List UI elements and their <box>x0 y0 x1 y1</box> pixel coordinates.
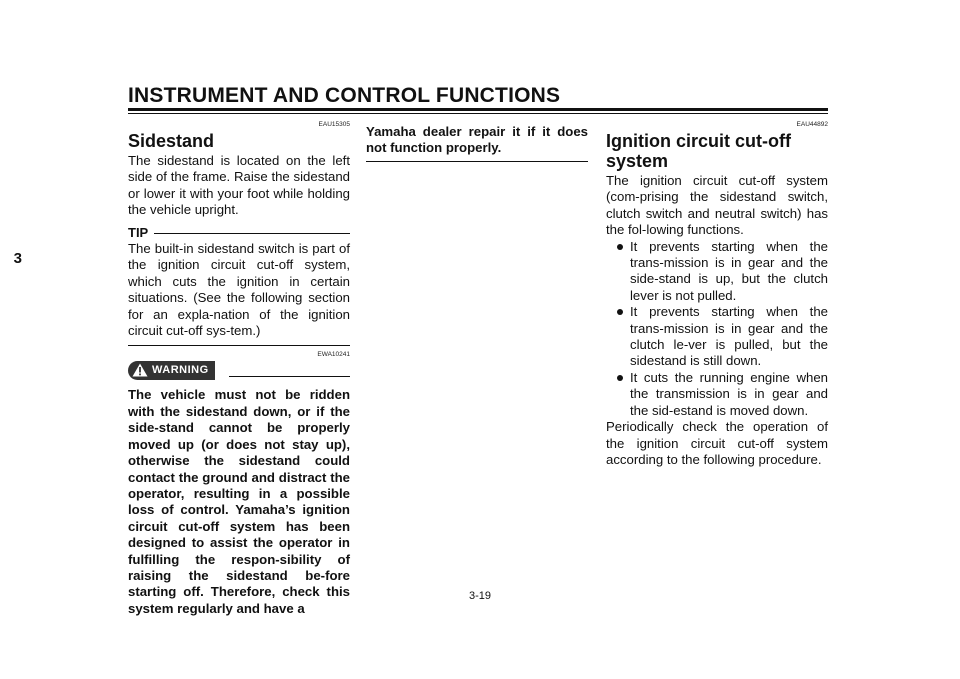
ignition-function-list <box>606 239 828 419</box>
column-2 <box>366 120 588 162</box>
warning-badge <box>128 361 215 380</box>
chapter-tab: 3 <box>0 240 22 278</box>
warning-code: EWA10241 <box>317 351 350 359</box>
sidestand-body: The sidestand is located on the left side of the frame. Raise the sidestand or lower it with your foot while holding the vehicle upright. <box>128 153 350 218</box>
tip-label: TIP <box>128 224 149 240</box>
list-item: It prevents starting when the trans-mission is in gear and the clutch le-ver is pulled, but the sidestand is still down. <box>606 304 828 370</box>
section-title-sidestand: Sidestand <box>128 131 215 151</box>
warning-triangle-icon <box>132 363 148 377</box>
ignition-intro: The ignition circuit cut-off system (com-prising the sidestand switch, clutch switch and neutral switch) has the fol-lowing functions. <box>606 173 828 238</box>
page-number: 3-19 <box>468 590 492 602</box>
section-title-ignition: Ignition circuit cut-off system <box>606 131 791 171</box>
ignition-outro: Periodically check the operation of the ignition circuit cut-off system according to the following procedure. <box>606 419 828 467</box>
warning-header <box>128 359 350 381</box>
list-item: It cuts the running engine when the transmission is in gear and the sid-estand is moved down. <box>606 370 828 419</box>
warning-label: WARNING <box>152 364 209 377</box>
bullet-icon <box>617 375 623 381</box>
header-rule-thin <box>128 113 828 114</box>
warning-text: The vehicle must not be ridden with the sidestand down, or if the side-stand cannot be properly moved up (or does not stay up), otherwise the sidestand could contact the ground and distract the operator, resulting in a possible loss of control. Yamaha’s ignition circuit cut-off system has been designed to assist the operator in fulfilling the respon-sibility of raising the sidestand be-fore starting off. Therefore, check this system regularly and have a <box>128 387 350 616</box>
tip-end-rule <box>128 345 350 346</box>
column-3 <box>606 120 828 468</box>
warning-rule <box>229 376 350 377</box>
list-item: It prevents starting when the trans-mission is in gear and the side-stand is up, but the clutch lever is not pulled. <box>606 239 828 305</box>
tip-header <box>128 225 350 241</box>
header-rule <box>128 108 828 111</box>
section-code: EAU15305 <box>318 121 350 128</box>
section-code-ignition: EAU44892 <box>796 121 828 128</box>
bullet-icon <box>617 244 623 250</box>
warning-end-rule <box>366 161 588 162</box>
bullet-icon <box>617 309 623 315</box>
warning-continued: Yamaha dealer repair it if it does not function properly. <box>366 124 588 156</box>
page-header-title: INSTRUMENT AND CONTROL FUNCTIONS <box>128 84 561 107</box>
tip-rule <box>154 233 350 234</box>
column-1 <box>128 120 350 617</box>
tip-text: The built-in sidestand switch is part of the ignition circuit cut-off system, which cuts the ignition in certain situations. (See the following section for an expla-nation of the ignition circuit cut-off sys-tem.) <box>128 241 350 339</box>
